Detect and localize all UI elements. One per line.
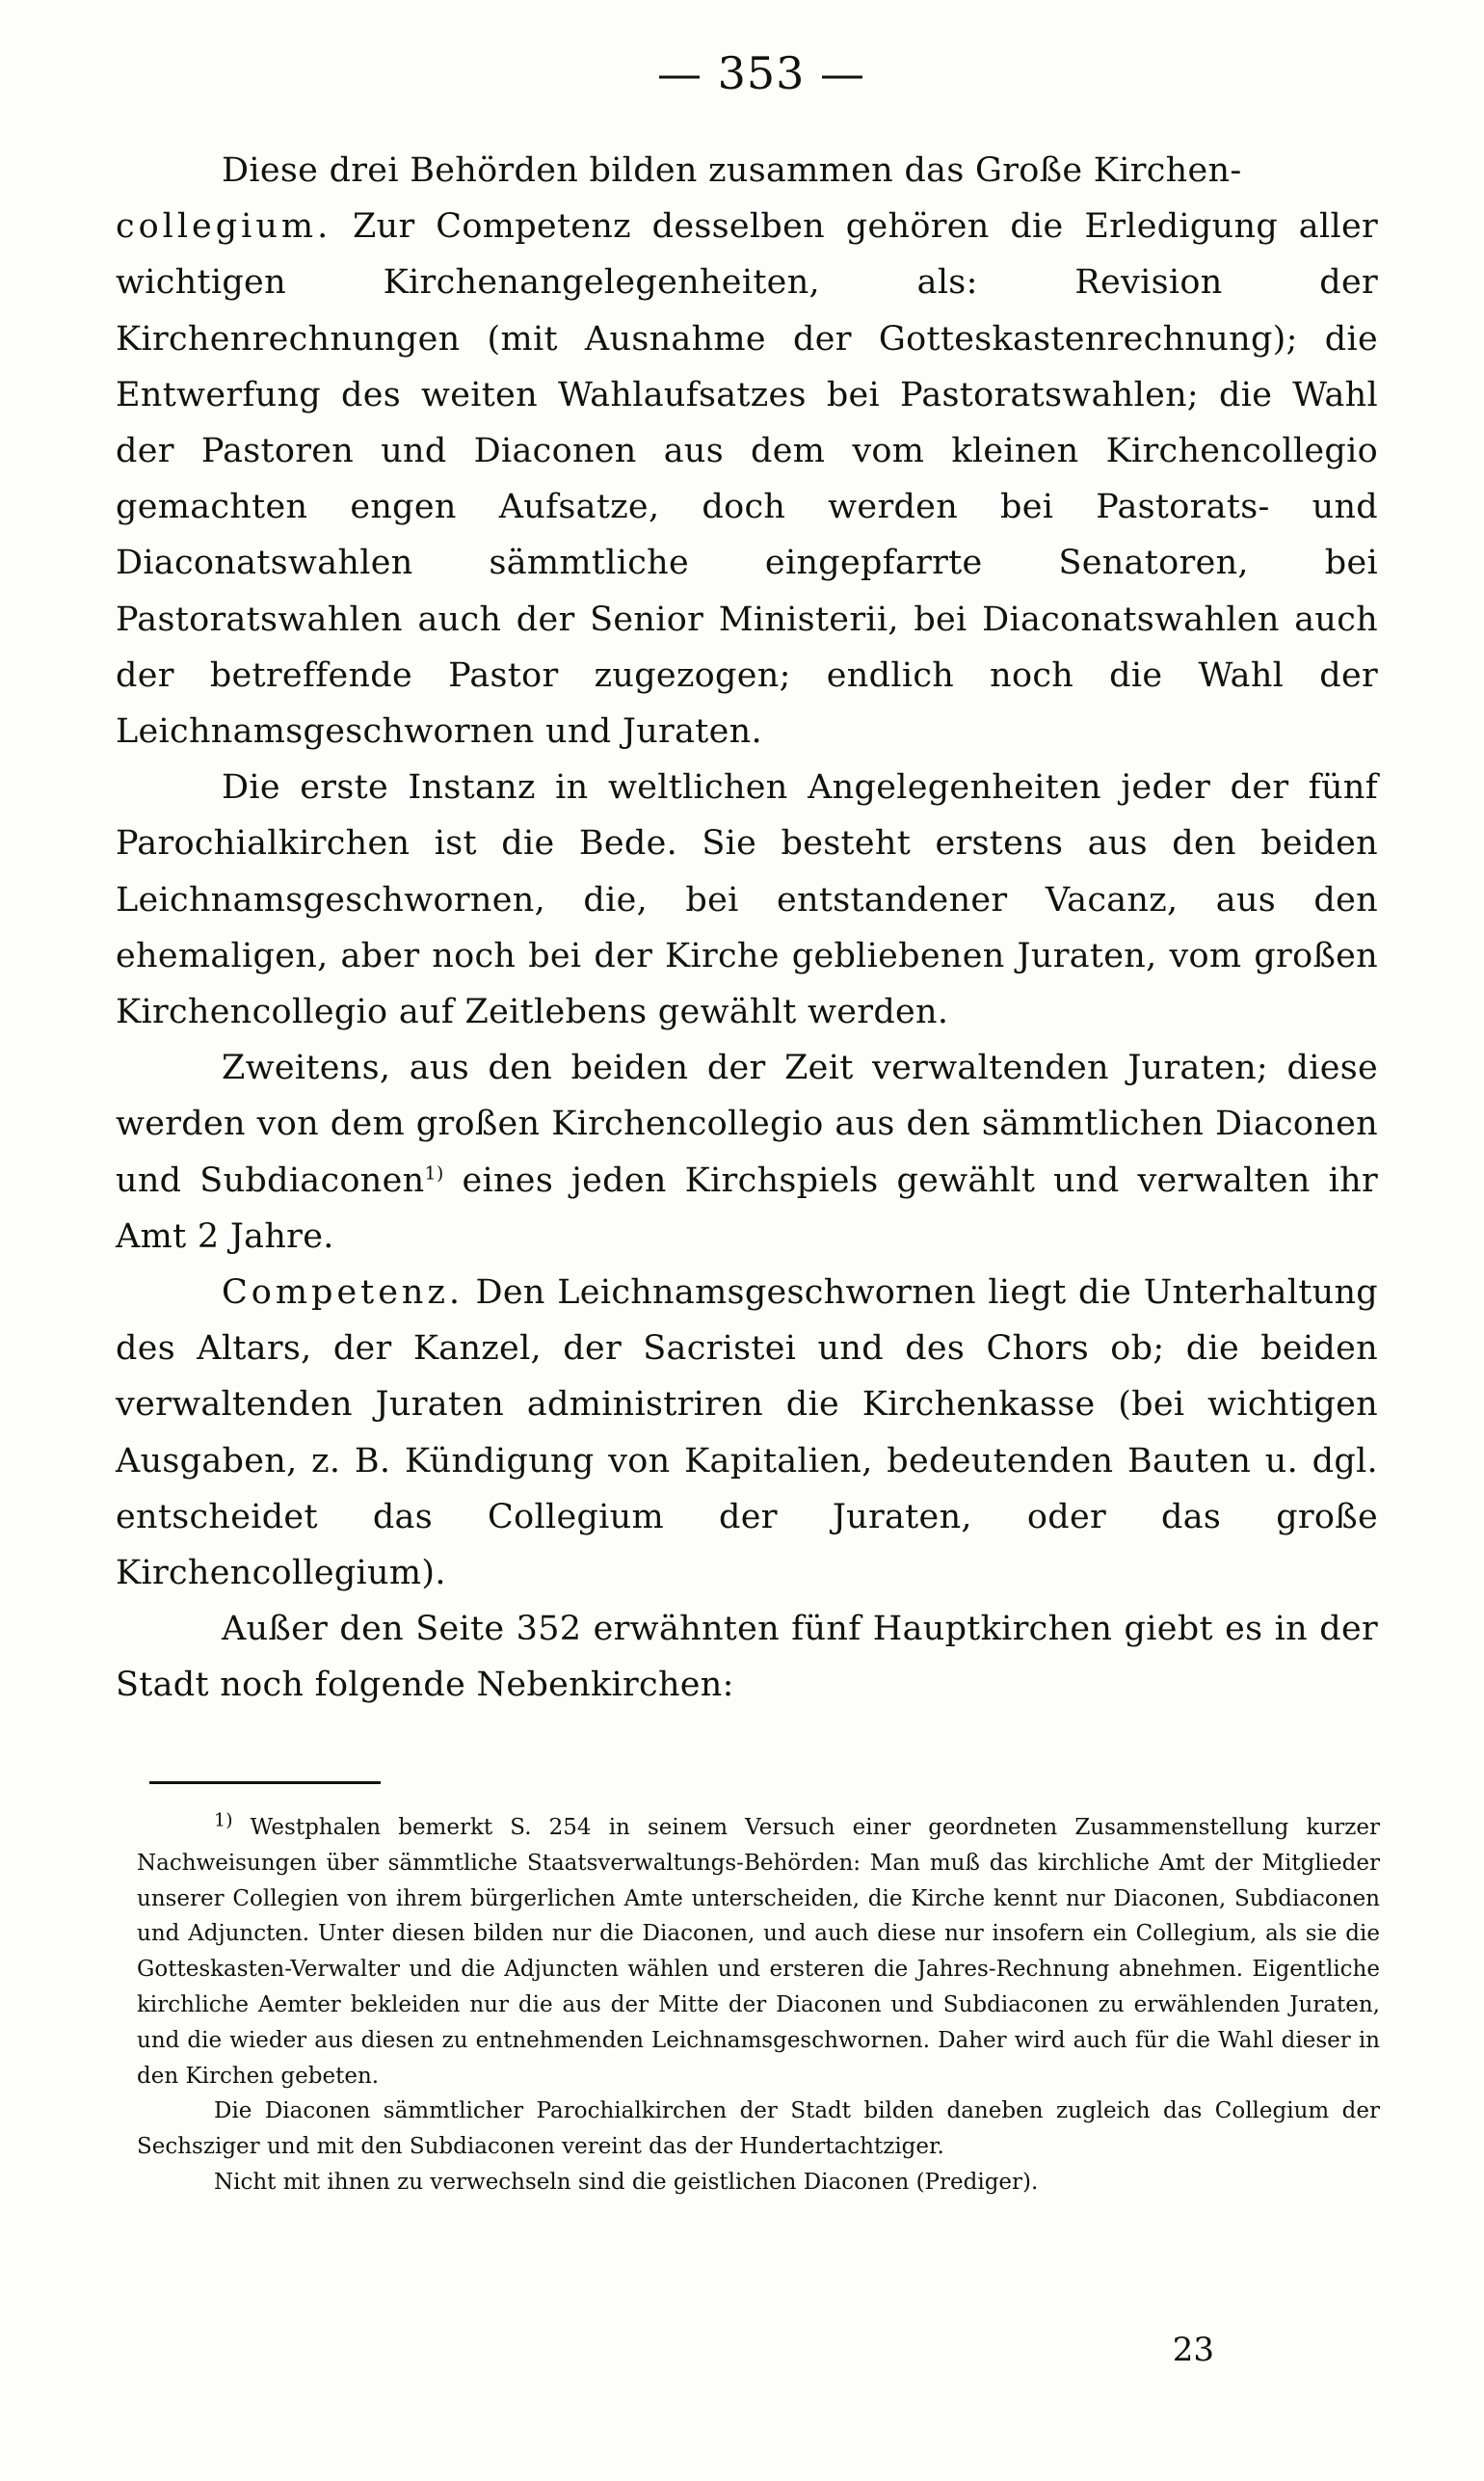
footnote-2: Die Diaconen sämmtlicher Parochialkirchen der Stadt bilden daneben zugleich das Collegium der Sechsziger und mit den Subdiaconen vereint das der Hundertachtziger. xyxy=(137,2098,1380,2160)
footnote-1-mark: 1) xyxy=(214,1809,233,1831)
paragraph-1 xyxy=(116,143,1378,760)
paragraph-4 xyxy=(116,1265,1378,1601)
footnote-1-text: Westphalen bemerkt S. 254 in seinem Versuch einer geordneten Zusammenstellung kurzer Nachweisungen über sämmtliche Staatsverwaltungs-Behörden: Man muß das kirchliche Amt der Mitglieder unserer Collegien von ihrem bürgerlichen Amte unterscheiden, die Kirche kennt nur Diaconen, Subdiaconen und Adjuncten. Unter diesen bilden nur die Diaconen, und auch diese nur insofern ein Collegium, als sie die Gotteskasten-Verwalter und die Adjuncten wählen und ersteren die Jahres-Rechnung abnehmen. Eigentliche kirchliche Aemter bekleiden nur die aus der Mitte der Diaconen und Subdiaconen zu erwählenden Juraten, und die wieder aus diesen zu entnehmenden Leichnamsgeschwornen. Daher wird auch für die Wahl dieser in den Kirchen gebeten. xyxy=(137,1815,1380,2089)
signature-mark: 23 xyxy=(1172,2331,1214,2369)
paragraph-4-text-after: Den Leichnamsgeschwornen liegt die Unterhaltung des Altars, der Kanzel, der Sacristei und des Chors ob; die beiden verwaltenden Juraten administriren die Kirchenkasse (bei wichtigen Ausgaben, z. B. Kündigung von Kapitalien, bedeutenden Bauten u. dgl. entscheidet das Collegium der Juraten, oder das große Kirchencollegium). xyxy=(116,1273,1378,1593)
paragraph-1-text-after: Zur Competenz desselben gehören die Erledigung aller wichtigen Kirchenangelegenheiten, als: Revision der Kirchenrechnungen (mit Ausnahme der Gotteskastenrechnung); die Entwerfung des weiten Wahlaufsatzes bei Pastoratswahlen; die Wahl der Pastoren und Diaconen aus dem vom kleinen Kirchencollegio gemachten engen Aufsatze, doch werden bei Pastorats- und Diaconatswahlen sämmtliche eingepfarrte Senatoren, bei Pastoratswahlen auch der Senior Ministerii, bei Diaconatswahlen auch der betreffende Pastor zugezogen; endlich noch die Wahl der Leichnamsgeschwornen und Juraten. xyxy=(116,207,1378,752)
footnote-divider xyxy=(149,1781,381,1784)
footnote-1 xyxy=(137,1810,1380,2094)
paragraph-2: Die erste Instanz in weltlichen Angelegenheiten jeder der fünf Parochialkirchen ist die Bede. Sie besteht erstens aus den beiden Leichnamsgeschwornen, die, bei entstandener Vacanz, aus den ehemaligen, aber noch bei der Kirche gebliebenen Juraten, vom großen Kirchencollegio auf Zeitlebens gewählt werden. xyxy=(116,768,1378,1032)
footnote-3: Nicht mit ihnen zu verwechseln sind die geistlichen Diaconen (Prediger). xyxy=(214,2169,1039,2195)
page-number: — 353 — xyxy=(656,47,866,99)
paragraph-3 xyxy=(116,1040,1378,1265)
footnotes xyxy=(137,1810,1380,2201)
body-text xyxy=(116,143,1378,1714)
paragraph-1-text-before: Diese drei Behörden bilden zusammen das Große Kirchen- xyxy=(222,151,1242,190)
paragraph-4-spaced-term: Competenz. xyxy=(222,1273,464,1313)
paragraph-1-spaced-term: collegium. xyxy=(116,207,332,247)
paragraph-3-text-before: Zweitens, aus den beiden der Zeit verwaltenden Juraten; diese werden von dem großen Kirchencollegio aus den sämmtlichen Diaconen und Subdiaconen xyxy=(116,1049,1378,1200)
paragraph-3-text-after: eines jeden Kirchspiels gewählt und verwalten ihr Amt 2 Jahre. xyxy=(116,1160,1378,1256)
paragraph-5: Außer den Seite 352 erwähnten fünf Hauptkirchen giebt es in der Stadt noch folgende Nebenkirchen: xyxy=(116,1610,1378,1705)
footnote-reference-1: 1) xyxy=(424,1162,444,1184)
